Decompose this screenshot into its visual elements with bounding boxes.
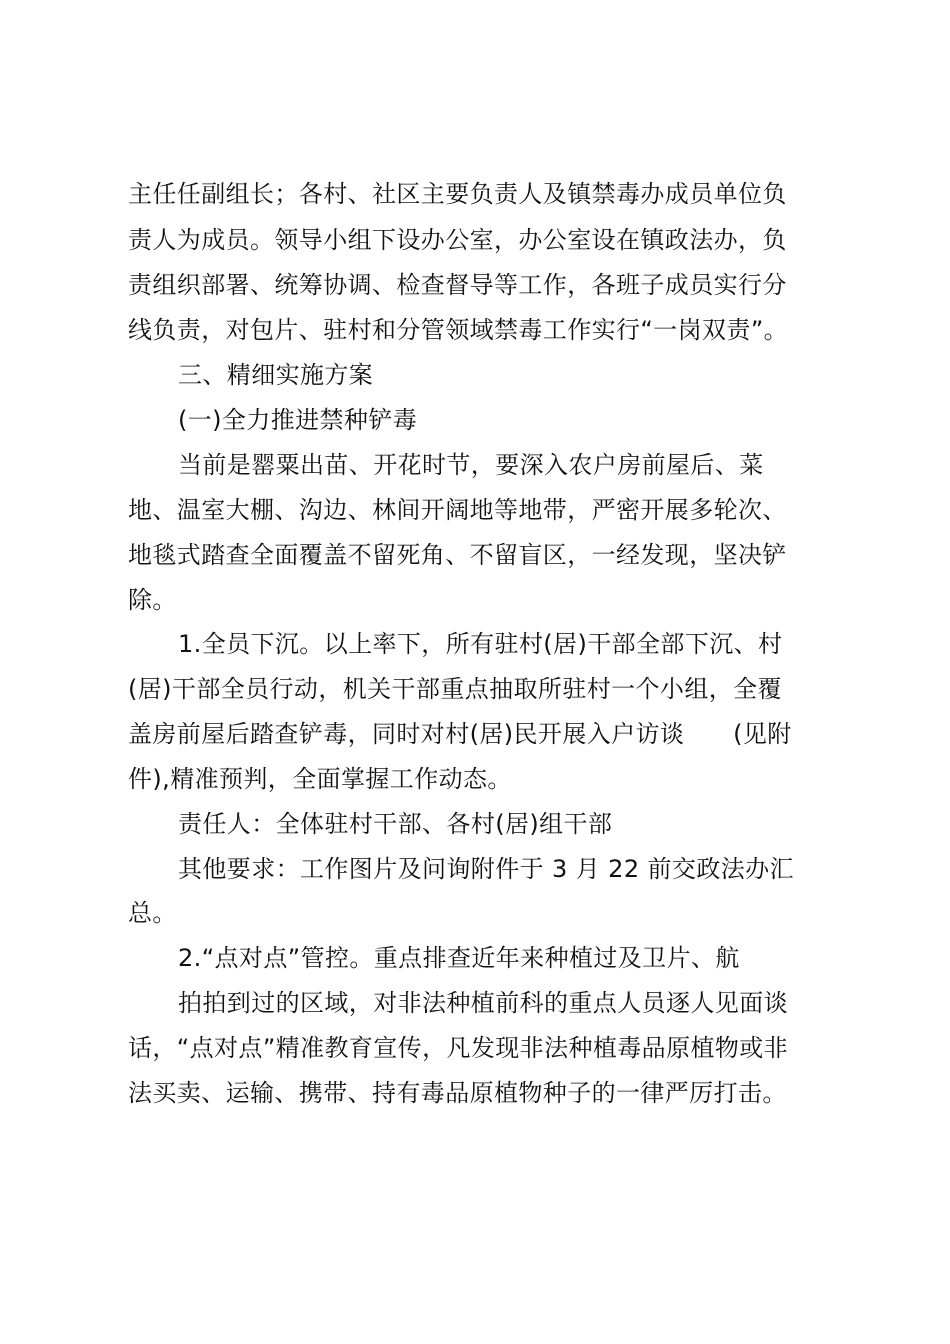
item-heading: 1.全员下沉。以上率下，所有驻村(居)干部全部下沉、村 [178, 630, 783, 658]
text-line: 除。 [128, 586, 177, 614]
item-heading: 2.“点对点”管控。重点排查近年来种植过及卫片、航 [178, 944, 740, 972]
text-line: 话，“点对点”精准教育宣传，凡发现非法种植毒品原植物或非 [128, 1034, 789, 1062]
text-line: 件),精准预判，全面掌握工作动态。 [128, 765, 512, 793]
text-line: 法买卖、运输、携带、持有毒品原植物种子的一律严厉打击。 [128, 1079, 787, 1107]
text-line: 总。 [128, 899, 177, 927]
text-line: 当前是罂粟出苗、开花时节，要深入农户房前屋后、菜 [178, 451, 764, 479]
text-line: 地、温室大棚、沟边、林间开阔地等地带，严密开展多轮次、 [128, 496, 787, 524]
text-line: 主任任副组长；各村、社区主要负责人及镇禁毒办成员单位负 [128, 180, 787, 208]
text-line: 线负责，对包片、驻村和分管领域禁毒工作实行“一岗双责”。 [128, 316, 789, 344]
text-line: 盖房前屋后踏查铲毒，同时对村(居)民开展入户访谈 (见附 [128, 720, 792, 748]
subsection-heading: (一)全力推进禁种铲毒 [178, 406, 418, 434]
text-line: (居)干部全员行动，机关干部重点抽取所驻村一个小组，全覆 [128, 675, 782, 703]
other-requirements: 其他要求：工作图片及问询附件于 3 月 22 前交政法办汇 [178, 855, 794, 883]
section-heading: 三、精细实施方案 [178, 361, 374, 389]
text-line: 责人为成员。领导小组下设办公室，办公室设在镇政法办，负 [128, 226, 787, 254]
responsible-person: 责任人：全体驻村干部、各村(居)组干部 [178, 810, 613, 838]
text-line: 地毯式踏查全面覆盖不留死角、不留盲区，一经发现，坚决铲 [128, 541, 787, 569]
text-line: 责组织部署、统筹协调、检查督导等工作，各班子成员实行分 [128, 271, 787, 299]
text-line: 拍拍到过的区域，对非法种植前科的重点人员逐人见面谈 [178, 989, 788, 1017]
